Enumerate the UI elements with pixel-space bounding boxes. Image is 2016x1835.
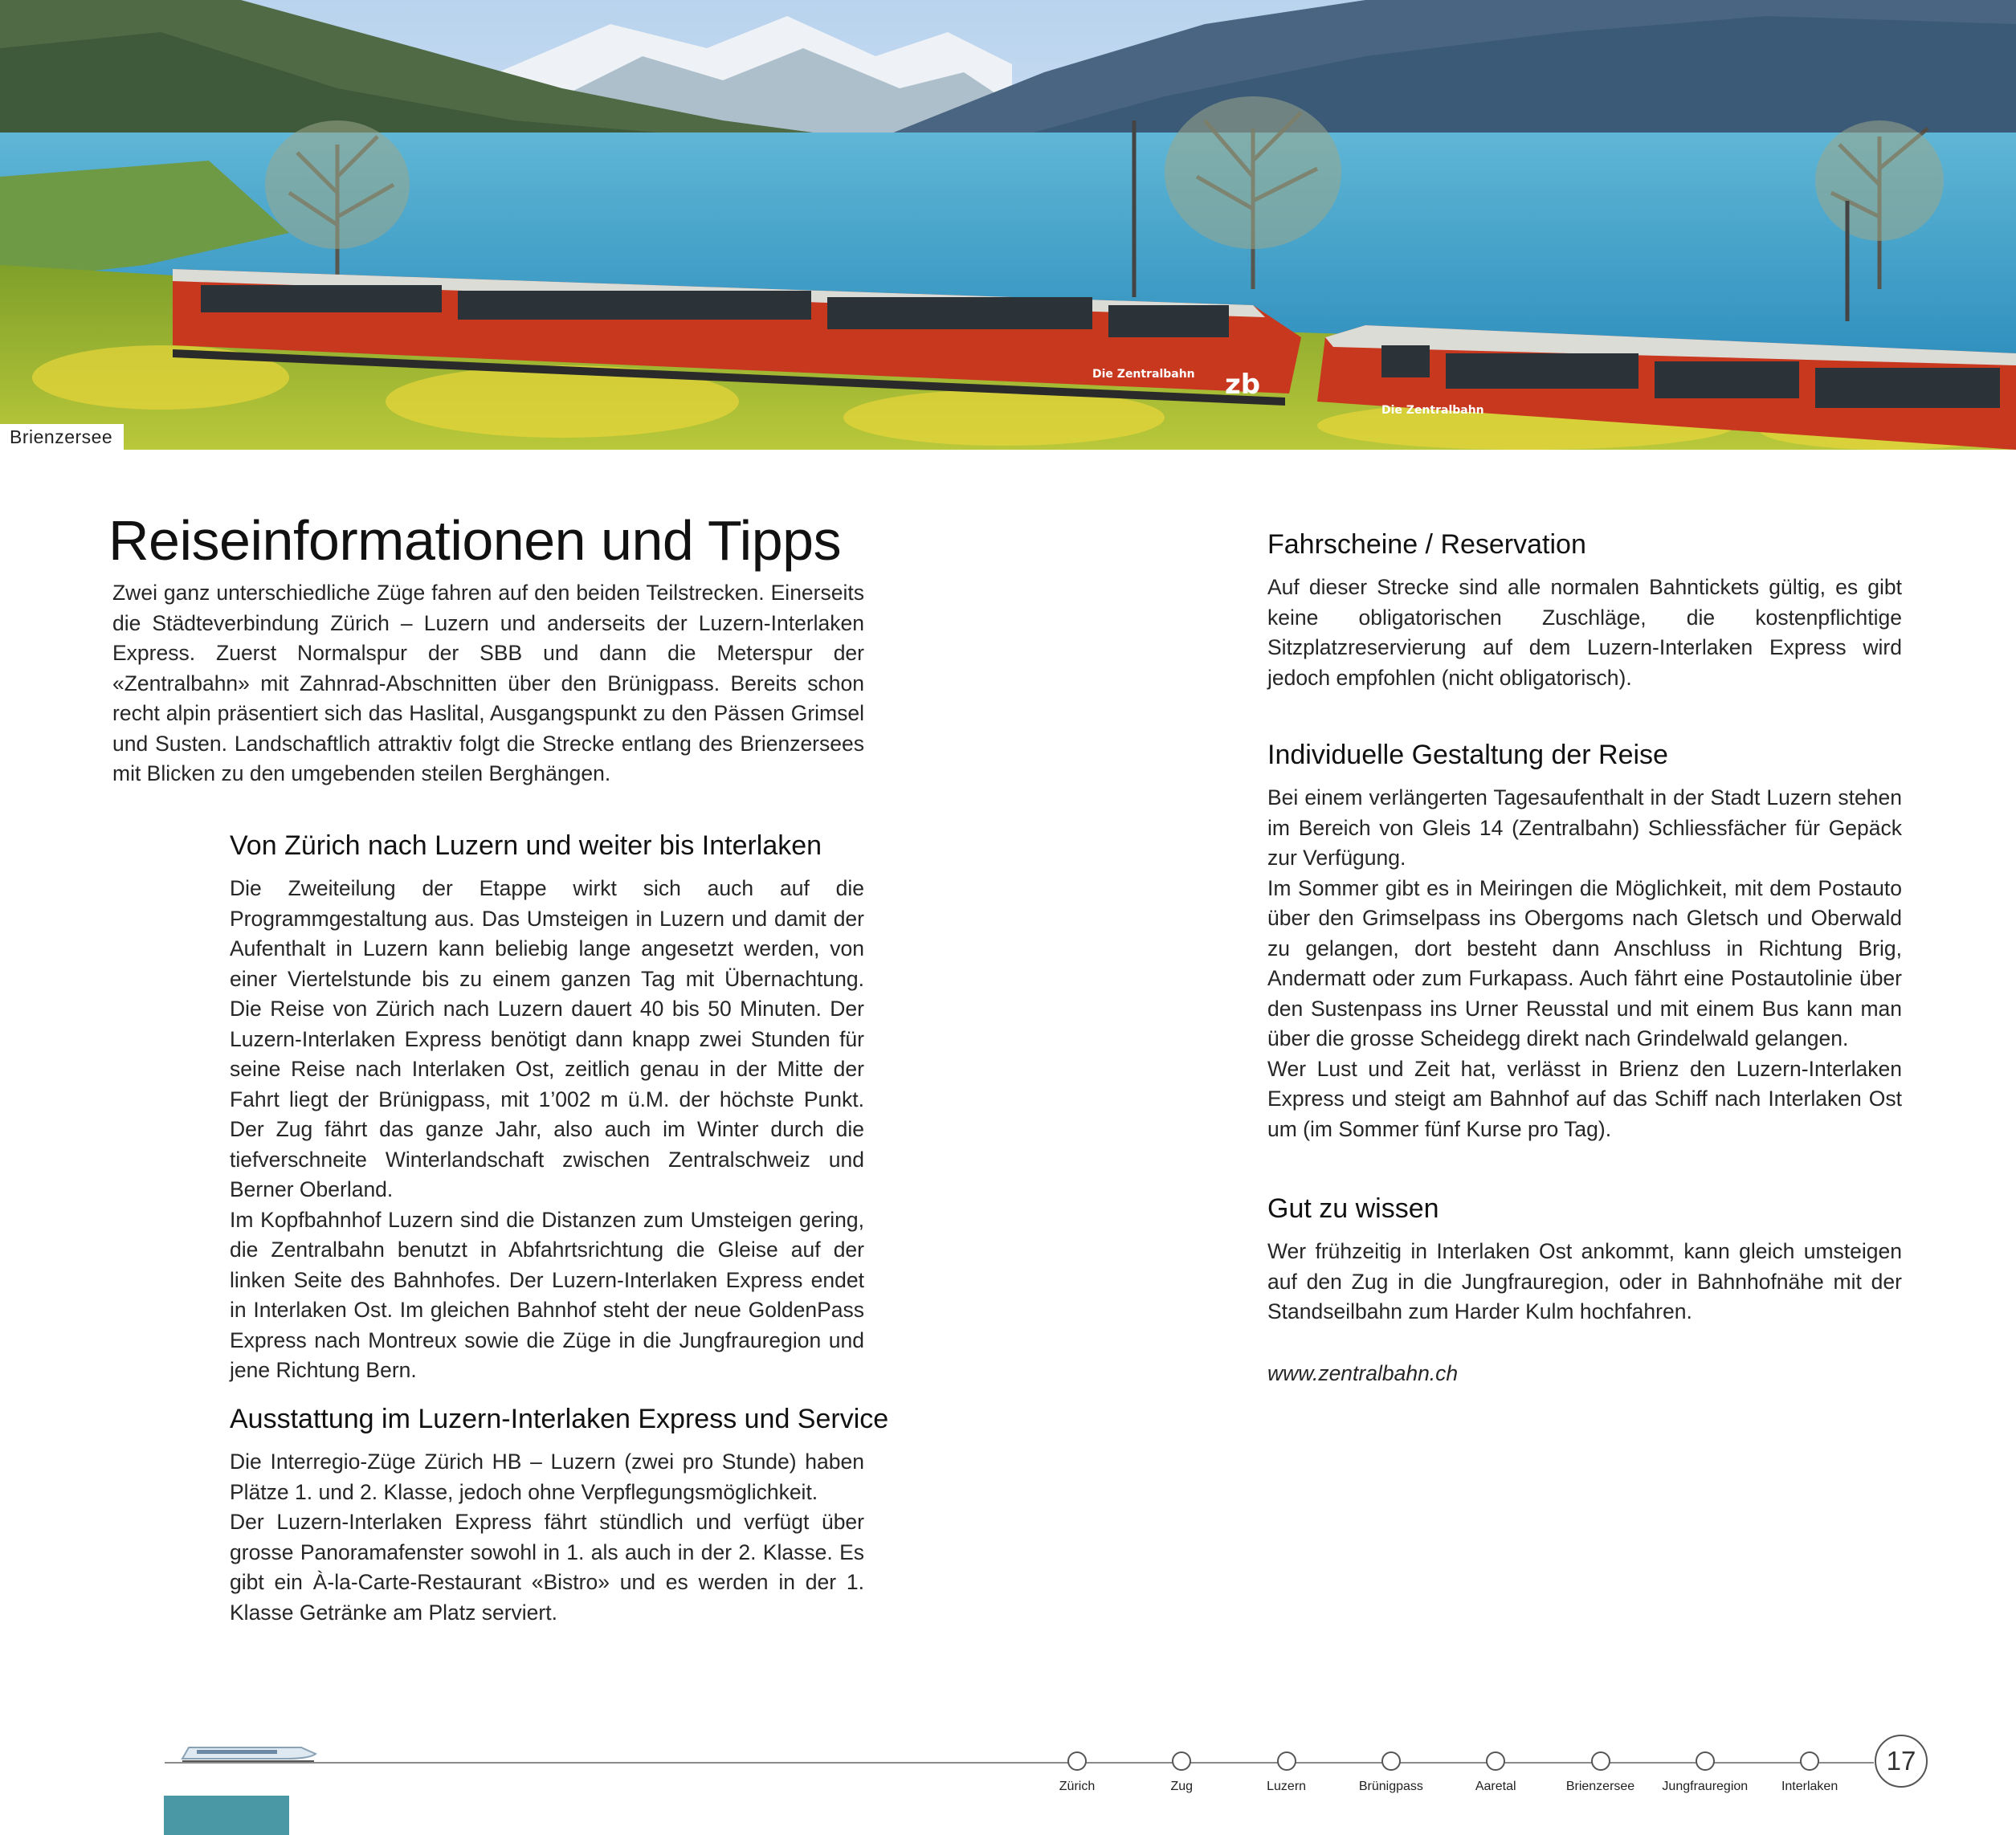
section-route-paragraph-2: Im Kopfbahnhof Luzern sind die Distanzen zum Umsteigen gering, die Zentralbahn benutzt in Abfahrtsrichtung die Gleise auf der linken Seite des Bahnhofes. Der Luzern-Interlaken Express endet in Interlaken Ost. Im gleichen Bahnhof steht der neue GoldenPass Express nach Montreux sowie die Züge in die Jungfrauregion und jene Richtung Bern. <box>230 1207 864 1382</box>
intro-paragraph: Zwei ganz unterschiedliche Züge fahren auf den beiden Teilstrecken. Einerseits die Städteverbindung Zürich – Luzern und anderseits der Luzern-Interlaken Express. Zuerst Normalspur der SBB und dann die Meterspur der «Zentralbahn» mit Zahnrad-Abschnitten über den Brünigpass. Bereits schon recht alpin präsentiert sich das Haslital, Ausgangspunkt zu den Pässen Grimsel und Susten. Landschaftlich attraktiv folgt die Strecke entlang des Brienzersees mit Blicken zu den umgebenden steilen Berghängen. <box>112 581 864 785</box>
section-route-heading: Von Zürich nach Luzern und weiter bis Interlaken <box>230 830 822 861</box>
route-stop-label: Jungfrauregion <box>1662 1780 1749 1793</box>
train-branding-2: Die Zentralbahn <box>1381 404 1484 417</box>
route-stop-marker <box>1486 1751 1505 1771</box>
section-good-to-know-heading: Gut zu wissen <box>1267 1193 1439 1224</box>
section-good-to-know <box>1267 1190 1902 1327</box>
section-individual-paragraph-3: Wer Lust und Zeit hat, verlässt in Brienz den Luzern-Interlaken Express und steigt am Bahnhof auf das Schiff nach Interlaken Ost um (im Sommer fünf Kurse pro Tag). <box>1267 1056 1902 1141</box>
section-good-to-know-paragraph: Wer frühzeitig in Interlaken Ost ankommt, kann gleich umsteigen auf den Zug in die Jungfrauregion, oder in Bahnhofnähe mit der Standseilbahn zum Harder Kulm hochfahren. <box>1267 1239 1902 1323</box>
section-individual-paragraph-2: Im Sommer gibt es in Meiringen die Möglichkeit, mit dem Postauto über den Grimselpass ins Obergoms nach Gletsch und Oberwald zu gelangen, dort besteht dann Anschluss in Richtung Brig, Andermatt oder zum Furkapass. Auch fährt eine Postautolinie über den Sustenpass ins Urner Reusstal und mit einem Bus kann man über die grosse Scheidegg direkt nach Grindelwald gelangen. <box>1267 875 1902 1050</box>
photo-caption: Brienzersee <box>0 424 124 450</box>
route-stop-label: Aaretal <box>1475 1780 1516 1793</box>
section-route <box>230 827 864 1386</box>
route-stop-label: Interlaken <box>1781 1780 1838 1793</box>
route-stop-label: Brienzersee <box>1565 1780 1635 1793</box>
section-tickets-heading: Fahrscheine / Reservation <box>1267 529 1586 560</box>
page-title: Reiseinformationen und Tipps <box>108 509 842 572</box>
section-individual-heading: Individuelle Gestaltung der Reise <box>1267 740 1668 770</box>
section-individual-paragraph-1: Bei einem verlängerten Tagesaufenthalt in der Stadt Luzern stehen im Bereich von Gleis 14 (Zentralbahn) Schliessfächer für Gepäck zur Verfügung. <box>1267 785 1902 870</box>
section-tickets-paragraph: Auf dieser Strecke sind alle normalen Bahntickets gültig, es gibt keine obligatorischen Zuschläge, die kostenpflichtige Sitzplatzreservierung auf dem Luzern-Interlaken Express wird jedoch empfohlen (nicht obligatorisch). <box>1267 575 1902 690</box>
train-branding: Die Zentralbahn <box>1092 368 1195 381</box>
page-number: 17 <box>1875 1735 1928 1788</box>
route-stop-marker <box>1800 1751 1819 1771</box>
train-icon <box>181 1743 317 1764</box>
website-link[interactable]: www.zentralbahn.ch <box>1267 1361 1459 1385</box>
section-individual <box>1267 736 1902 1144</box>
section-equipment-heading: Ausstattung im Luzern-Interlaken Express und Service <box>230 1404 889 1434</box>
section-equipment-paragraph-1: Die Interregio-Züge Zürich HB – Luzern (zwei pro Stunde) haben Plätze 1. und 2. Klasse, jedoch ohne Verpflegungsmöglichkeit. <box>230 1450 864 1504</box>
route-line <box>165 1762 1874 1764</box>
route-stop-label: Brünigpass <box>1358 1780 1423 1793</box>
intro-block <box>112 578 864 789</box>
route-stop-marker <box>1277 1751 1296 1771</box>
brienzersee-train-photo <box>0 0 2016 450</box>
route-stop-marker <box>1591 1751 1610 1771</box>
accent-tab <box>164 1796 289 1835</box>
route-stop-label: Zürich <box>1059 1780 1096 1793</box>
route-stop-marker <box>1067 1751 1087 1771</box>
route-stop-marker <box>1381 1751 1401 1771</box>
section-route-paragraph-1: Die Zweiteilung der Etappe wirkt sich auch auf die Programmgestaltung aus. Das Umsteigen in Luzern und damit der Aufenthalt in Luzern kann beliebig lange angesetzt werden, von einer Viertelstunde bis zu einem ganzen Tag mit Übernachtung. Die Reise von Zürich nach Luzern dauert 40 bis 50 Minuten. Der Luzern-Interlaken Express benötigt dann knapp zwei Stunden für seine Reise nach Interlaken Ost, zeitlich genau in der Mitte der Fahrt liegt der Brünigpass, mit 1’002 m ü.M. der höchste Punkt. Der Zug fährt das ganze Jahr, also auch im Winter durch die tiefverschneite Winterlandschaft zwischen Zentralschweiz und Berner Oberland. <box>230 876 864 1201</box>
route-stop-marker <box>1172 1751 1191 1771</box>
route-stop-label: Luzern <box>1267 1780 1307 1793</box>
route-stop-marker <box>1696 1751 1715 1771</box>
route-stop-label: Zug <box>1170 1780 1194 1793</box>
section-equipment-paragraph-2: Der Luzern-Interlaken Express fährt stündlich und verfügt über grosse Panoramafenster sowohl in 1. als auch in der 2. Klasse. Es gibt ein À-la-Carte-Restaurant «Bistro» und es werden in der 1. Klasse Getränke am Platz serviert. <box>230 1510 864 1625</box>
section-tickets <box>1267 526 1902 693</box>
train-logo: zb <box>1225 369 1261 401</box>
hero-photo <box>0 0 2016 450</box>
section-equipment <box>230 1401 889 1628</box>
